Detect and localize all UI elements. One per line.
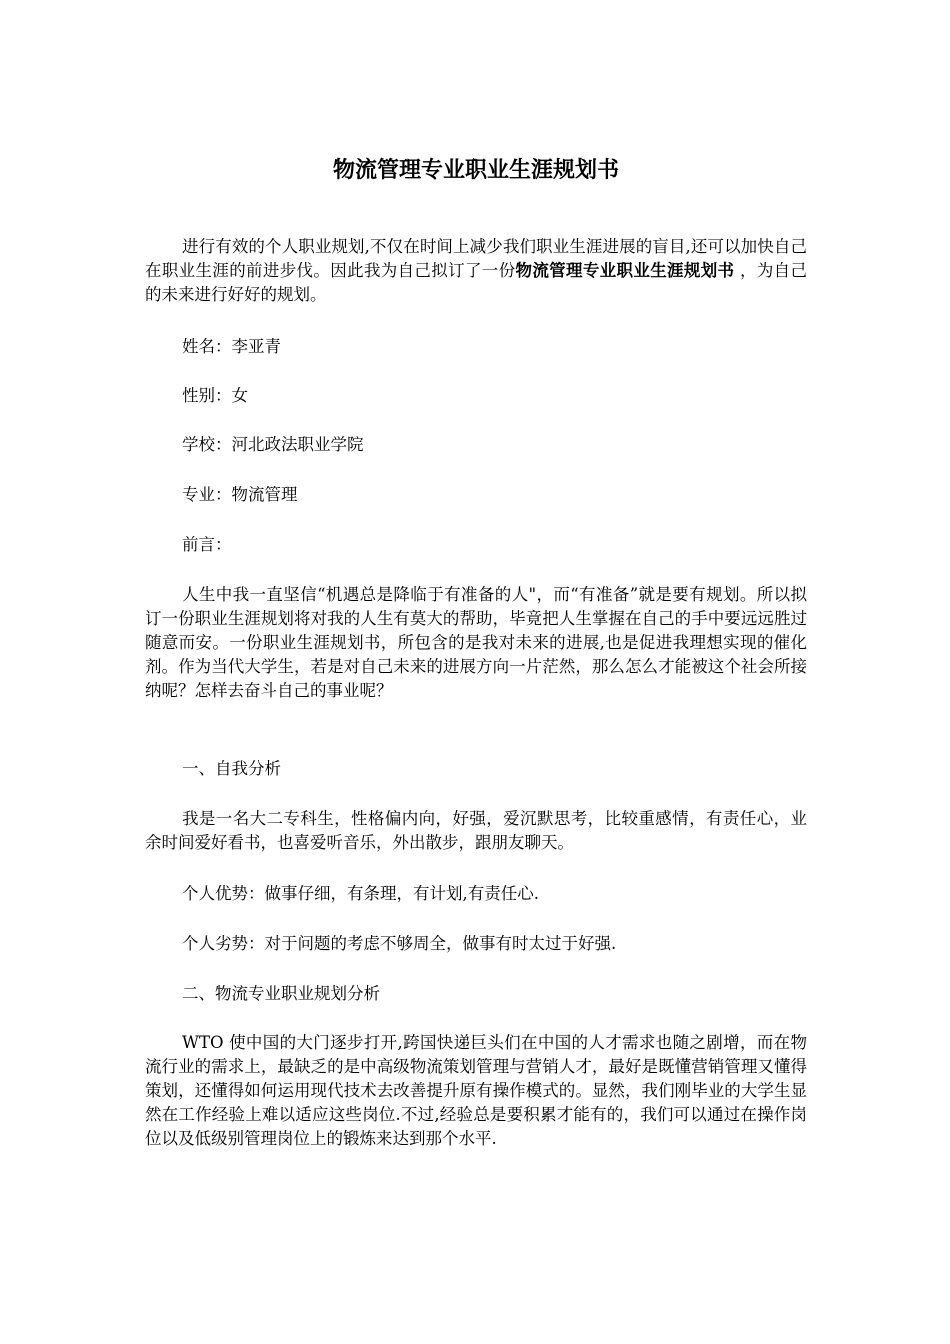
intro-text-before: 进行有效的个人职业规划,不仅在时间上减少我们职业生涯进展的盲目,还可以加快自己在职业生涯的前进步伐。因此我为自己拟订了一份 <box>145 237 807 280</box>
intro-highlight: 物流管理专业职业生涯规划书 <box>515 261 735 280</box>
field-school: 学校：河北政法职业学院 <box>182 435 364 454</box>
section2-heading: 二、物流专业职业规划分析 <box>182 984 380 1003</box>
intro-text-after: ，为自己的未来进行好好的规划。 <box>145 261 808 304</box>
field-name: 姓名：李亚青 <box>182 337 281 356</box>
section1-heading: 一、自我分析 <box>182 759 281 778</box>
document-title: 物流管理专业职业生涯规划书 <box>332 158 619 183</box>
field-gender: 性别：女 <box>182 386 248 405</box>
field-major: 专业：物流管理 <box>182 485 298 504</box>
preface-label: 前言： <box>182 535 232 554</box>
preface-paragraph: 人生中我一直坚信“机遇总是降临于有准备的人"，而“有准备”就是要有规划。所以拟订一份职业生涯规划将对我的人生有莫大的帮助，毕竟把人生掌握在自己的手中要远远胜过随意而安。一份职业生涯规划书，所包含的是我对未来的进展,也是促进我理想实现的催化剂。作为当代大学生，若是对自己未来的进展方向一片茫然，那么怎么才能被这个社会所接纳呢？怎样去奋斗自己的事业呢？ <box>145 585 807 700</box>
intro-paragraph <box>145 235 807 307</box>
section1-paragraph: 我是一名大二专科生，性格偏内向，好强，爱沉默思考，比较重感情，有责任心，业余时间爱好看书，也喜爱听音乐，外出散步，跟朋友聊天。 <box>145 809 807 852</box>
strengths-line: 个人优势：做事仔细，有条理，有计划,有责任心. <box>182 884 539 903</box>
weaknesses-line: 个人劣势：对于问题的考虑不够周全，做事有时太过于好强. <box>182 934 617 953</box>
section2-paragraph: WTO 使中国的大门逐步打开,跨国快递巨头们在中国的人才需求也随之剧增，而在物流行业的需求上，最缺乏的是中高级物流策划管理与营销人才，最好是既懂营销管理又懂得策划，还懂得如何运用现代技术去改善提升原有操作模式的。显然，我们刚毕业的大学生显然在工作经验上难以适应这些岗位.不过,经验总是要积累才能有的，我们可以通过在操作岗位以及低级别管理岗位上的锻炼来达到那个水平. <box>145 1033 807 1148</box>
